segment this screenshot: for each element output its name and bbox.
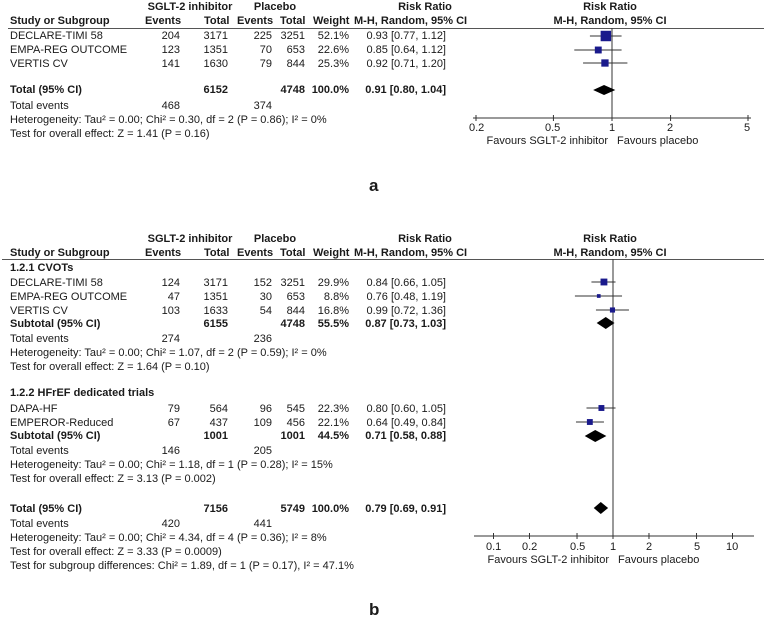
favours-left-label: Favours SGLT-2 inhibitor (487, 554, 609, 566)
x-tick-label: 0.1 (486, 541, 502, 553)
effect-square-icon (587, 419, 593, 425)
header-weight: Weight (313, 247, 350, 259)
x-tick-label: 0.2 (522, 541, 538, 553)
subgroup-label: 1.2.2 HFrEF dedicated trials (10, 387, 155, 399)
x-tick-label: 1 (609, 122, 616, 134)
header-t-events: Events (145, 247, 182, 259)
header-treatment: SGLT-2 inhibitor (147, 1, 233, 13)
header-c-total: Total (280, 15, 306, 27)
overall-effect-text: Test for overall effect: Z = 3.13 (P = 0.002) (10, 473, 216, 485)
x-tick-label: 5 (694, 541, 701, 553)
header-control: Placebo (253, 233, 297, 245)
header-treatment: SGLT-2 inhibitor (147, 233, 233, 245)
effect-square-icon (610, 307, 615, 312)
heterogeneity-text: Heterogeneity: Tau² = 0.00; Chi² = 1.18, df = 1 (P = 0.28); I² = 15% (10, 459, 333, 471)
heterogeneity-text: Heterogeneity: Tau² = 0.00; Chi² = 0.30, df = 2 (P = 0.86); I² = 0% (10, 114, 327, 126)
favours-left-label: Favours SGLT-2 inhibitor (486, 135, 608, 147)
x-tick-label: 2 (646, 541, 653, 553)
header-study: Study or Subgroup (10, 247, 110, 259)
subgroup-differences-text: Test for subgroup differences: Chi² = 1.89, df = 1 (P = 0.17), I² = 47.1% (10, 560, 354, 572)
x-tick-label: 0.2 (469, 122, 485, 134)
overall-effect-text: Test for overall effect: Z = 1.64 (P = 0.10) (10, 361, 210, 373)
header-rr-method-left: M-H, Random, 95% CI (354, 15, 468, 27)
header-rr-left: Risk Ratio (398, 233, 452, 245)
heterogeneity-text: Heterogeneity: Tau² = 0.00; Chi² = 4.34, df = 4 (P = 0.36); I² = 8% (10, 532, 327, 544)
effect-square-icon (595, 47, 602, 54)
subgroup-label: 1.2.1 CVOTs (10, 262, 74, 274)
header-c-events: Events (237, 247, 274, 259)
overall-effect-text: Test for overall effect: Z = 1.41 (P = 0.16) (10, 128, 210, 140)
header-rr-method-right: M-H, Random, 95% CI (553, 15, 667, 27)
x-tick-label: 0.5 (545, 122, 561, 134)
panel-label-a: a (369, 176, 379, 195)
header-control: Placebo (253, 1, 297, 13)
header-t-events: Events (145, 15, 182, 27)
effect-square-icon (601, 59, 608, 66)
header-c-total: Total (280, 247, 306, 259)
header-c-events: Events (237, 15, 274, 27)
panel-label-b: b (369, 600, 380, 619)
summary-diamond-icon (597, 317, 615, 329)
header-rr-method-left: M-H, Random, 95% CI (354, 247, 468, 259)
header-rr-right: Risk Ratio (583, 1, 637, 13)
effect-square-icon (598, 405, 604, 411)
favours-right-label: Favours placebo (617, 135, 699, 147)
x-tick-label: 1 (610, 541, 617, 553)
x-tick-label: 5 (744, 122, 751, 134)
overall-effect-text: Test for overall effect: Z = 3.33 (P = 0.0009) (10, 546, 222, 558)
x-tick-label: 2 (667, 122, 674, 134)
summary-diamond-icon (594, 502, 608, 514)
favours-right-label: Favours placebo (618, 554, 700, 566)
effect-square-icon (601, 31, 611, 41)
effect-square-icon (601, 279, 608, 286)
header-weight: Weight (313, 15, 350, 27)
x-tick-label: 10 (726, 541, 739, 553)
header-rr-left: Risk Ratio (398, 1, 452, 13)
heterogeneity-text: Heterogeneity: Tau² = 0.00; Chi² = 1.07, df = 2 (P = 0.59); I² = 0% (10, 347, 327, 359)
header-t-total: Total (204, 247, 230, 259)
summary-diamond-icon (585, 430, 607, 442)
header-t-total: Total (204, 15, 230, 27)
header-rr-method-right: M-H, Random, 95% CI (553, 247, 667, 259)
effect-square-icon (597, 294, 601, 298)
x-tick-label: 0.5 (570, 541, 586, 553)
header-study: Study or Subgroup (10, 15, 110, 27)
header-rr-right: Risk Ratio (583, 233, 637, 245)
